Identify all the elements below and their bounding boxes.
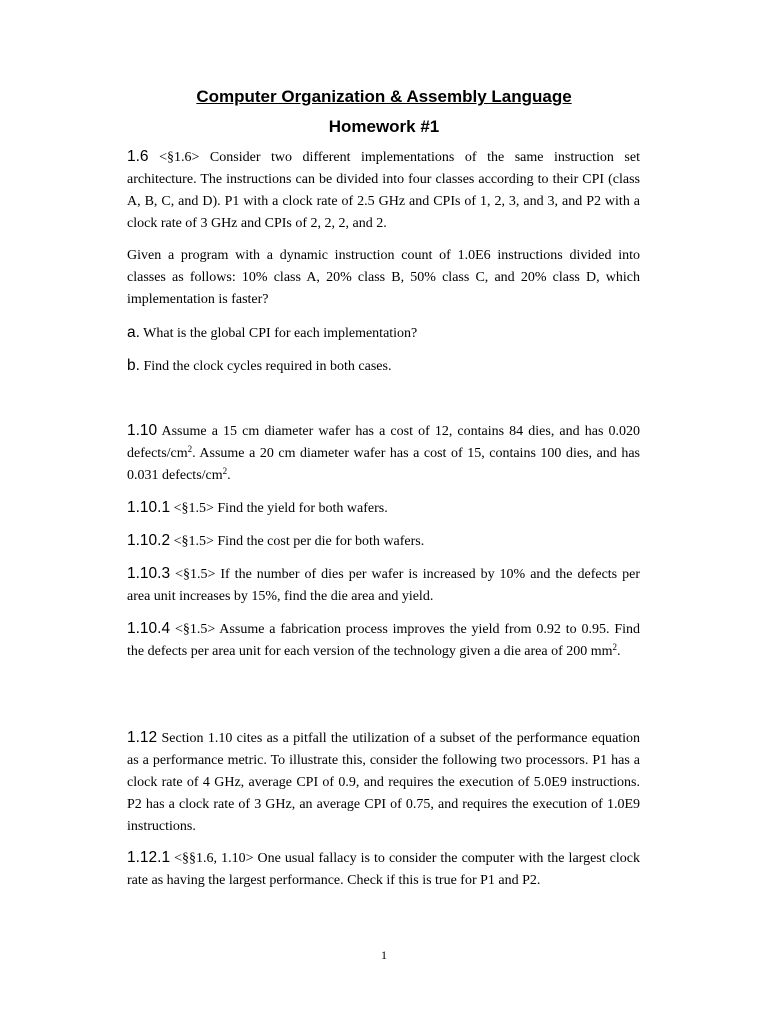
problem-1-10-1: [127, 497, 640, 520]
problem-1-10-3: [127, 563, 640, 608]
superscript: 2: [187, 444, 193, 454]
problem-1-6-given: Given a program with a dynamic instruction count of 1.0E6 instructions divided into classes as follows: 10% class A, 20% class B, 50% class C, and 20% class D, which implementation is faster?: [127, 248, 640, 307]
problem-text: <§1.5> Assume a fabrication process improves the yield from 0.92 to 0.95. Find the defects per area unit for each version of the technology given a die area of 200 mm: [127, 622, 640, 659]
problem-number: 1.10: [127, 422, 158, 439]
superscript: 2: [612, 642, 618, 652]
problem-text: .: [227, 468, 231, 483]
page-number: 1: [381, 948, 387, 962]
problem-number: 1.10.4: [127, 620, 171, 637]
problem-1-6-part-a: [127, 322, 640, 345]
problem-text: <§§1.6, 1.10> One usual fallacy is to consider the computer with the largest clock rate as having the largest performance. Check if this is true for P1 and P2.: [127, 851, 640, 888]
problem-text: . Assume a 20 cm diameter wafer has a cost of 15, contains 100 dies, and has 0.031 defects/cm: [127, 446, 640, 483]
problem-1-6-part-b: [127, 355, 640, 378]
problem-text: <§1.5> Find the yield for both wafers.: [170, 501, 388, 516]
part-text: What is the global CPI for each implementation?: [139, 326, 418, 341]
part-text: Find the clock cycles required in both cases.: [139, 359, 392, 374]
problem-number: 1.10.2: [127, 532, 171, 549]
problem-text: <§1.5> If the number of dies per wafer is increased by 10% and the defects per area unit increases by 15%, find the die area and yield.: [127, 567, 640, 604]
problem-number: 1.12: [127, 729, 158, 746]
problem-text: <§1.5> Find the cost per die for both wafers.: [170, 534, 425, 549]
problem-1-12-1: [127, 847, 640, 892]
problem-number: 1.10.1: [127, 499, 171, 516]
part-label: b.: [127, 357, 140, 374]
document-title: Computer Organization & Assembly Language: [196, 87, 572, 106]
problem-text: Section 1.10 cites as a pitfall the utilization of a subset of the performance equation as a performance metric. To illustrate this, consider the following two processors. P1 has a clock rate of 4 GHz, average CPI of 0.9, and requires the execution of 5.0E9 instructions. P2 has a clock rate of 3 GHz, an average CPI of 0.75, and requires the execution of 1.0E9 instructions.: [127, 731, 640, 834]
problem-text: Assume a 15 cm diameter wafer has a cost of 12, contains 84 dies, and has 0.020 defects/cm: [127, 424, 640, 461]
problem-1-6: [127, 146, 640, 235]
part-label: a.: [127, 324, 140, 341]
problem-1-10-4: [127, 618, 640, 663]
homework-title: Homework #1: [328, 117, 440, 136]
problem-1-12: [127, 727, 640, 838]
problem-text: .: [617, 644, 621, 659]
problem-number: 1.6: [127, 148, 149, 165]
problem-1-10-2: [127, 530, 640, 553]
problem-text: <§1.6> Consider two different implementations of the same instruction set architecture. The instructions can be divided into four classes according to their CPI (class A, B, C, and D). P1 with a clock rate of 2.5 GHz and CPIs of 1, 2, 3, and 3, and P2 with a clock rate of 3 GHz and CPIs of 2, 2, 2, and 2.: [127, 150, 640, 231]
problem-number: 1.12.1: [127, 849, 171, 866]
problem-number: 1.10.3: [127, 565, 171, 582]
superscript: 2: [222, 466, 228, 476]
problem-1-10: [127, 420, 640, 487]
